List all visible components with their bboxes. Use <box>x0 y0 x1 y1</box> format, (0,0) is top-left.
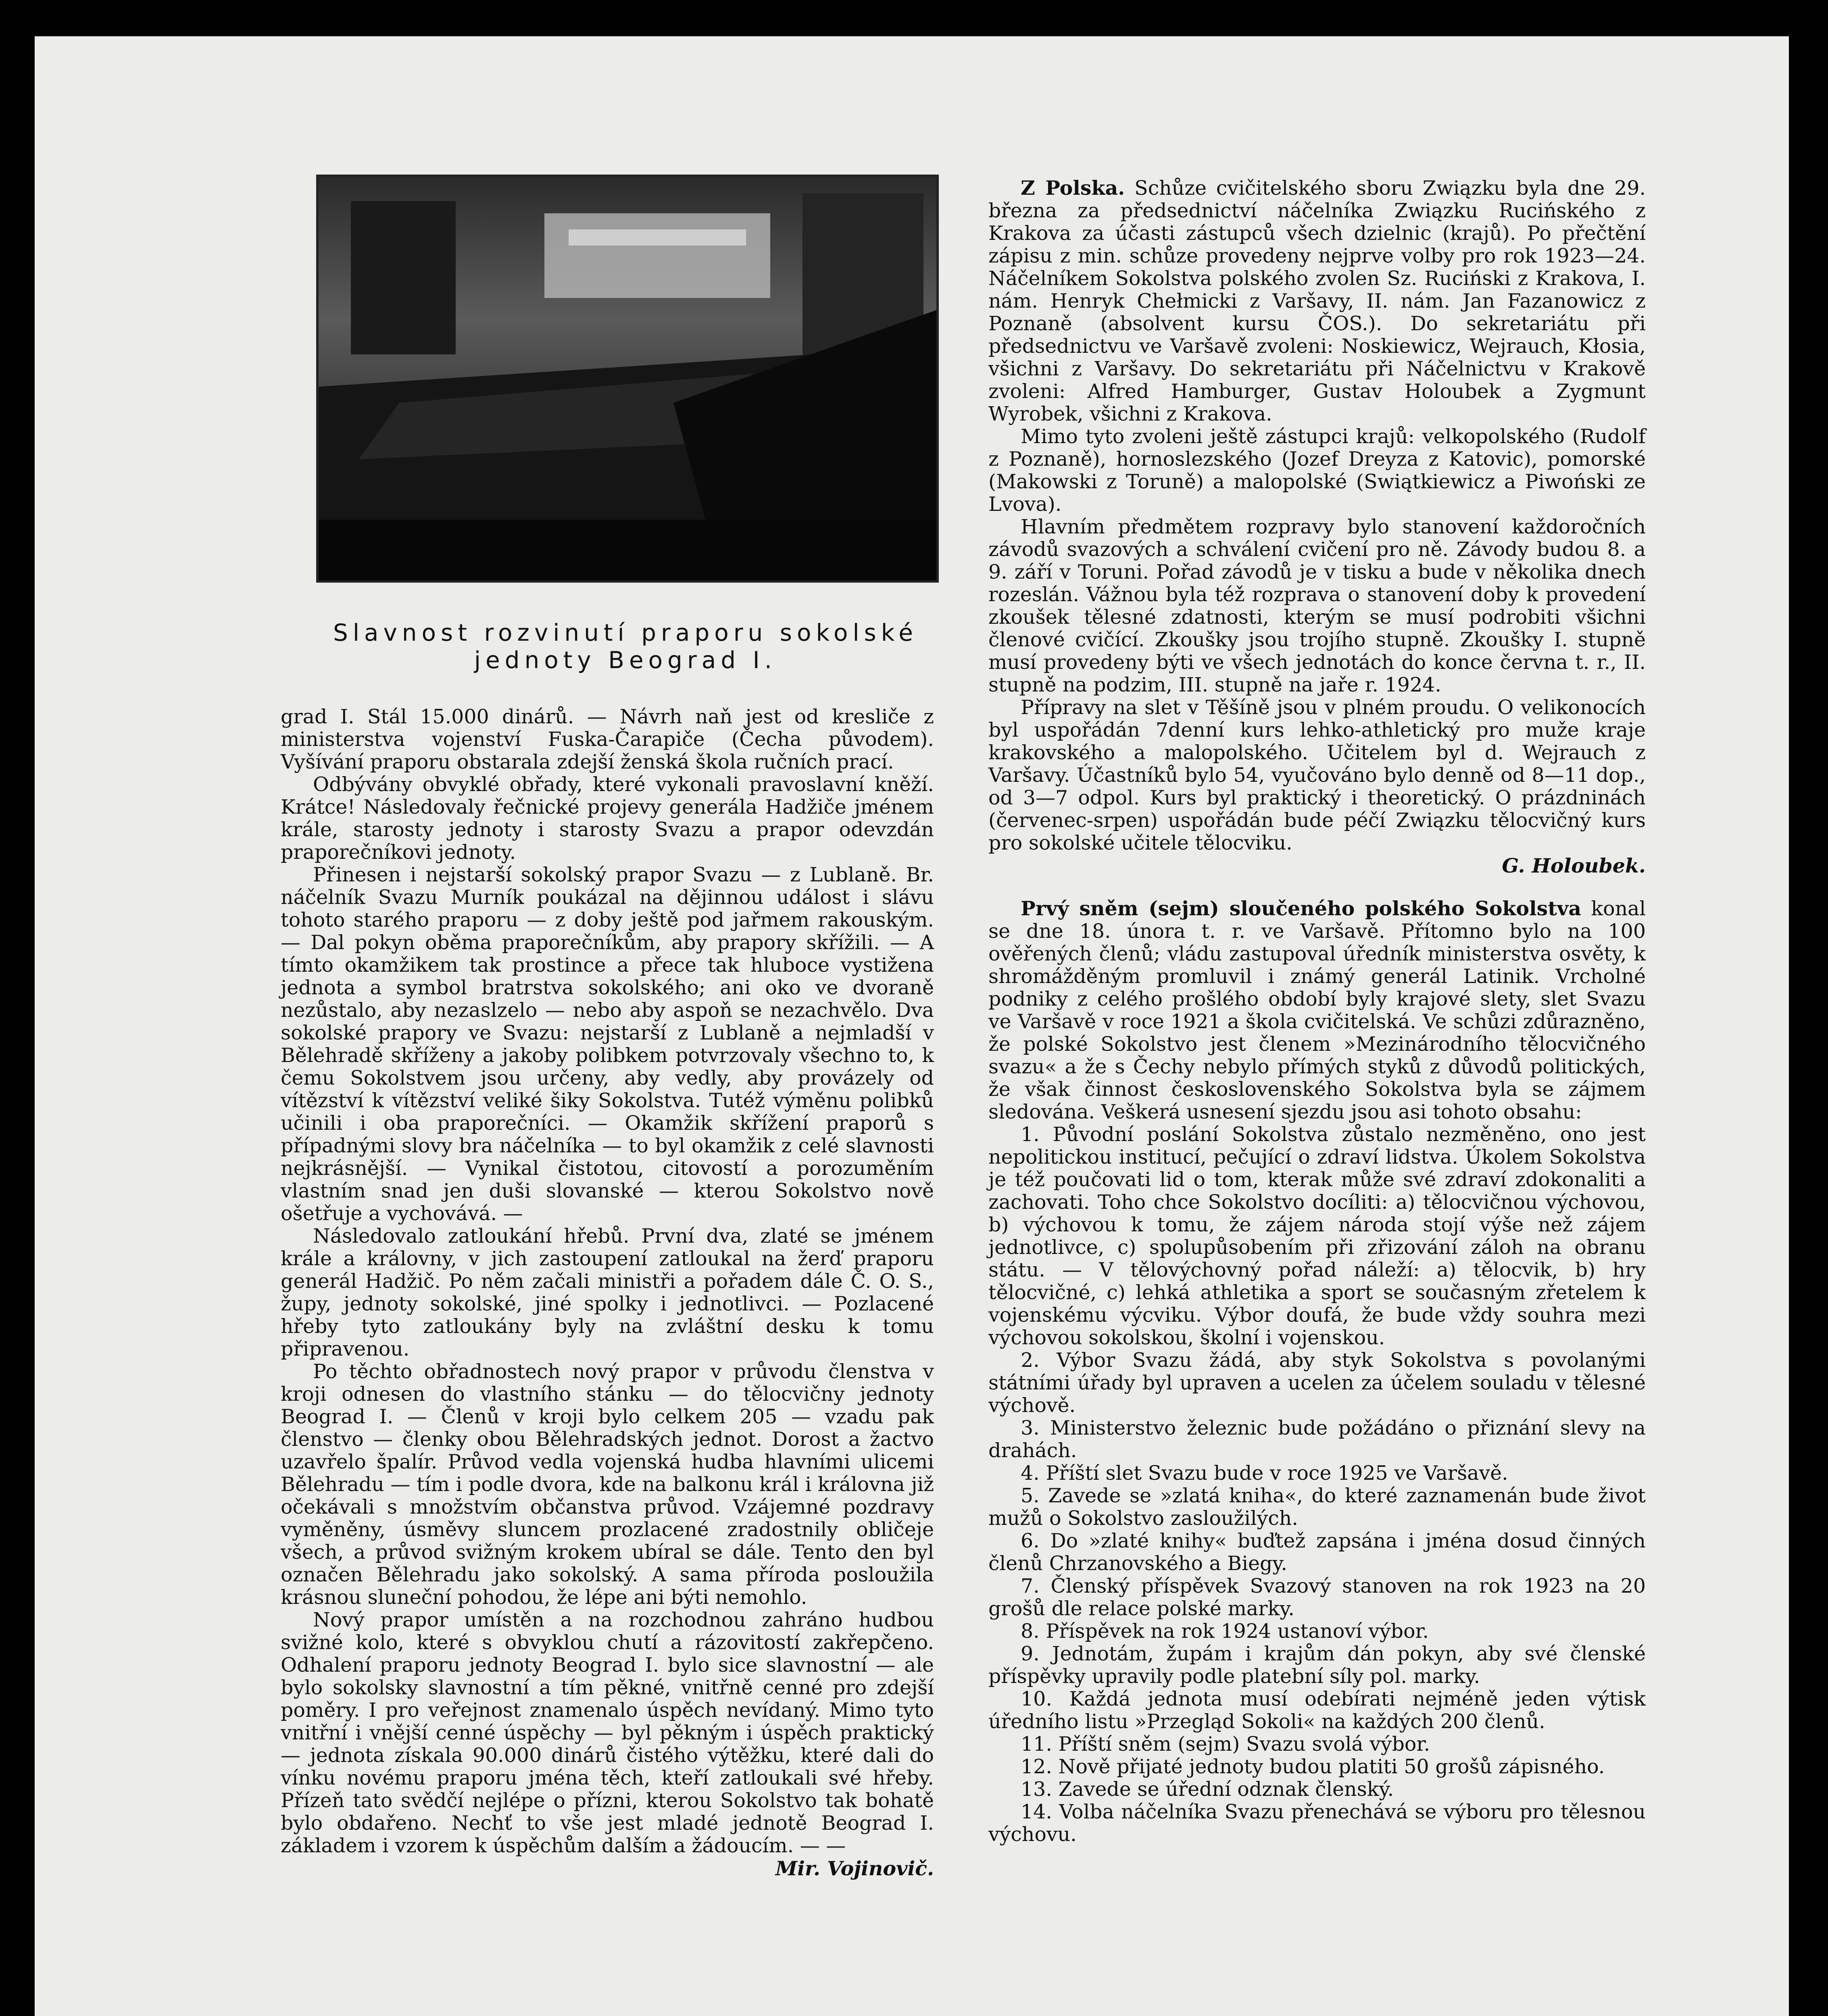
polska-paragraph: Přípravy na slet v Těšíně jsou v plném proudu. O velikonocích byl uspořádán 7denní kurs lehko-athletický pro muže kraje krakovského a malopolského. Učitelem byl d. Wejrauch z Varšavy. Účastníků bylo 54, vyučováno bylo denně od 8—11 dop., od 3—7 odpol. Kurs byl praktický i theoretický. O prázdninách (červenec-srpen) uspořádán bude péčí Związku tělocvičný kurs pro sokolské učitele tělocviku. <box>988 696 1646 854</box>
left-paragraph: Nový prapor umístěn a na rozchodnou zahráno hudbou svižné kolo, které s obvyklou chutí a rázovitostí zakřepčeno. Odhalení praporu jednoty Beograd I. bylo sice slavnostní — ale bylo sokolsky slavnostní a tím pěkné, vnitřně cenné pro zdejší poměry. I pro veřejnost znamenalo úspěch nevídaný. Mimo tyto vnitřní i vnější cenné úspěchy — byl pěkným i úspěch praktický — jednota získala 90.000 dinárů čistého výtěžku, které dali do vínku novému praporu jména těch, kteří zatloukali své hřeby. Přízeň tato svědčí nejlépe o přízni, kterou Sokolstvo tak bohatě bylo obdařeno. Nechť to vše jest mladé jednotě Beograd I. základem i vzorem k úspěchům dalším a žádoucím. — — <box>281 1608 934 1857</box>
resolution-item: 6. Do »zlaté knihy« buďtež zapsána i jména dosud činných členů Chrzanovského a Biegy. <box>988 1529 1646 1575</box>
snem-intro-text: konal se dne 18. února t. r. ve Varšavě. Přítomno bylo na 100 ověřených členů; vládu zastupoval úředník ministerstva osvěty, k shromážděným promluvil i známý generál Latinik. Vrcholné podniky z celého prošlého období byly krajové slety, slet Svazu ve Varšavě v roce 1921 a škola cvičitelská. Ve schůzi zdůrazněno, že polské Sokolstvo jest členem »Mezinárodního tělocvičného svazu« a že s Čechy nebylo přímých styků z důvodů politických, že však činnost československého Sokolstva byla se zájmem sledována. Veškerá usnesení sjezdu jsou asi tohoto obsahu: <box>988 897 1646 1123</box>
polska-paragraph-text: Schůze cvičitelského sboru Związku byla dne 29. března za předsednictví náčelníka Związku Rucińského z Krakova za účasti zástupců všech dzielnic (krajů). Po přečtění zápisu z min. schůze provedeny nejprve volby pro rok 1923—24. Náčelníkem Sokolstva polského zvolen Sz. Ruciński z Krakova, I. nám. Henryk Chełmicki z Varšavy, II. nám. Jan Fazanowicz z Poznaně (absolvent kursu ČOS.). Do sekretariátu při předsednictvu ve Varšavě zvoleni: Noskiewicz, Wejrauch, Kłosia, všichni z Varšavy. Do sekretariátu při Náčelnictvu v Krakově zvoleni: Alfred Hamburger, Gustav Holoubek a Zygmunt Wyrobek, všichni z Krakova. <box>988 177 1646 425</box>
polska-paragraph <box>988 177 1646 425</box>
resolution-item: 4. Příští slet Svazu bude v roce 1925 ve Varšavě. <box>1021 1462 1508 1485</box>
article-signature: Mir. Vojinovič. <box>775 1857 934 1880</box>
left-column <box>281 706 934 1880</box>
resolution-item: 9. Jednotám, župám i krajům dán pokyn, aby své členské příspěvky upravily podle platební síly pol. marky. <box>988 1642 1646 1688</box>
right-column <box>988 177 1646 1846</box>
resolution-item: 8. Příspěvek na rok 1924 ustanoví výbor. <box>1021 1620 1429 1643</box>
photo-image <box>319 177 936 580</box>
left-paragraph: Přinesen i nejstarší sokolský prapor Svazu — z Lublaně. Br. náčelník Svazu Murník poukázal na dějinnou událost i slávu tohoto starého praporu — z doby ještě pod jařmem rakouským. — Dal pokyn oběma praporečníkům, aby prapory skřížili. — A tímto okamžikem tak prostince a přece tak hluboce vystižena jednota a symbol bratrstva sokolského; ani oko ve dvoraně nezůstalo, aby nezaslzelo — nebo aby aspoň se nezachvělo. Dva sokolské prapory ve Svazu: nejstarší z Lublaně a nejmladší v Bělehradě skříženy a jakoby polibkem potvrzovaly všechno to, k čemu Sokolstvem jsou určeny, aby vedly, aby provázely od vítězství k vítězství veliké šiky Sokolstva. Tutéž výměnu polibků učinili i oba praporečníci. — Okamžik skřížení praporů s případnými slovy bra náčelníka — to byl okamžik z celé slavnosti nejkrásnější. — Vynikal čistotou, citovostí a porozuměním vlastním snad jen duši slovanské — kterou Sokolstvo nově ošetřuje a vychovává. — <box>281 863 934 1225</box>
resolution-item: 12. Nově přijaté jednoty budou platiti 50 grošů zápisného. <box>1021 1755 1605 1778</box>
resolution-item: 13. Zavede se úřední odznak členský. <box>1021 1778 1394 1801</box>
resolution-item: 3. Ministerstvo železnic bude požádáno o přiznání slevy na drahách. <box>988 1416 1646 1462</box>
polska-signature: G. Holoubek. <box>1502 854 1646 877</box>
photo-caption: Slavnost rozvinutí praporu sokolské jednoty Beograd I. <box>333 619 918 674</box>
snem-intro <box>988 897 1646 1123</box>
left-paragraph: Odbývány obvyklé obřady, které vykonali pravoslavní kněží. Krátce! Následovaly řečnické projevy generála Hadžiče jménem krále, starosty jednoty i starosty Svazu a prapor odevzdán praporečníkovi jednoty. <box>281 773 934 864</box>
resolution-item: 5. Zavede se »zlatá kniha«, do které zaznamenán bude život mužů o Sokolstvo zasloužilých. <box>988 1484 1646 1530</box>
resolution-item: 2. Výbor Svazu žádá, aby styk Sokolstva s povolanými státními úřady byl upraven a ucelen za účelem souladu v tělesné výchově. <box>988 1349 1646 1417</box>
snem-heading: Prvý sněm (sejm) sloučeného polského Sokolstva <box>1021 897 1582 920</box>
left-paragraph: Po těchto obřadnostech nový prapor v průvodu členstva v kroji odnesen do vlastního stánku — do tělocvičny jednoty Beograd I. — Členů v kroji bylo celkem 205 — vzadu pak členstvo — členky obou Bělehradských jednot. Dorost a žactvo uzavřelo špalír. Průvod vedla vojenská hudba hlavními ulicemi Bělehradu — tím i podle dvora, kde na balkonu král i královna již očekávali s množstvím občanstva průvod. Vzájemné pozdravy vyměněny, úsměvy sluncem prozlacené zradostnily obličeje všech, a průvod svižným krokem ubíral se dále. Tento den byl označen Bělehradu jako sokolský. A sama příroda posloužila krásnou sluneční pohodou, že lépe ani býti nemohlo. <box>281 1360 934 1609</box>
polska-paragraph: Hlavním předmětem rozpravy bylo stanovení každoročních závodů svazových a schválení cvičení pro ně. Závody budou 8. a 9. září v Toruni. Pořad závodů je v tisku a bude v několika dnech rozeslán. Vážnou byla též rozprava o stanovení doby k provedení zkoušek tělesné zdatnosti, kterým se musí podrobiti všichni členové cvičící. Zkoušky jsou trojího stupně. Zkoušky I. stupně musí provedeny býti ve všech jednotách do konce června t. r., II. stupně na podzim, III. stupně na jaře r. 1924. <box>988 515 1646 696</box>
polska-paragraph: Mimo tyto zvoleni ještě zástupci krajů: velkopolského (Rudolf z Poznaně), hornoslezského (Jozef Dreyza z Katovic), pomorské (Makowski z Toruně) a malopolské (Swiątkiewicz a Piwoński ze Lvova). <box>988 425 1646 516</box>
resolution-item: 7. Členský příspěvek Svazový stanoven na rok 1923 na 20 grošů dle relace polské marky. <box>988 1574 1646 1620</box>
left-paragraph: grad I. Stál 15.000 dinárů. — Návrh naň jest od kresliče z ministerstva vojenství Fuska-Čarapiče (Čecha původem). Vyšívání praporu obstarala zdejší ženská škola ručních prací. <box>281 705 934 773</box>
magazine-page <box>35 36 1789 2016</box>
resolution-item: 11. Příští sněm (sejm) Svazu svolá výbor. <box>1021 1733 1430 1756</box>
left-paragraph: Následovalo zatloukání hřebů. První dva, zlaté se jménem krále a královny, v jich zastoupení zatloukal na žerď praporu generál Hadžič. Po něm začali ministři a pořadem dále Č. O. S., župy, jednoty sokolské, jiné spolky i jednotlivci. — Pozlacené hřeby tyto zatloukány byly na zvláštní desku k tomu připravenou. <box>281 1225 934 1360</box>
resolution-item: 14. Volba náčelníka Svazu přenechává se výboru pro tělesnou výchovu. <box>988 1800 1646 1846</box>
photo-flag-ceremony <box>316 175 939 583</box>
resolution-item: 10. Každá jednota musí odebírati nejméně jeden výtisk úředního listu »Przegląd Sokoli« na každých 200 členů. <box>988 1687 1646 1733</box>
polska-heading: Z Polska. <box>1021 176 1125 200</box>
resolution-item: 1. Původní poslání Sokolstva zůstalo nezměněno, ono jest nepolitickou institucí, pečující o zdraví lidstva. Úkolem Sokolstva je též poučovati lid o tom, kterak může své zdraví zdokonaliti a zachovati. Toho chce Sokolstvo docíliti: a) tělocvičnou výchovou, b) výchovou k tomu, že zájem národa stojí výše než zájem jednotlivce, c) spolupůsobením při zřizování záloh na obranu státu. — V tělovýchovný pořad náleží: a) tělocvik, b) hry tělocvičné, c) lehká athletika a sport se současným zřetelem k vojenskému výcviku. Výbor doufá, že bude vždy souhra mezi výchovou sokolskou, školní i vojenskou. <box>988 1123 1646 1349</box>
